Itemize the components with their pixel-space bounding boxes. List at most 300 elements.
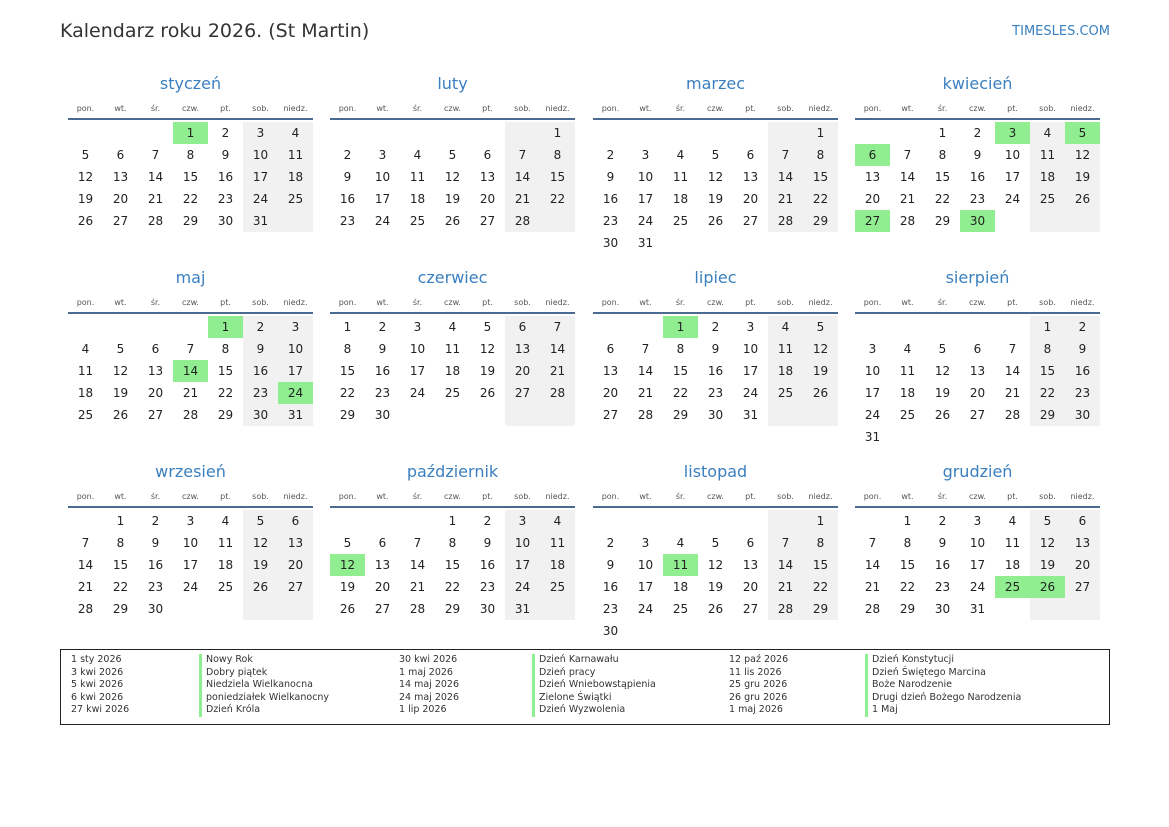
day-cell: 17 [182,558,199,572]
weekday-label: czw. [182,491,199,501]
day-cell: 29 [217,408,234,422]
day-cell: 6 [746,148,755,162]
day-cell: 13 [969,364,986,378]
day-cell: 2 [378,320,387,334]
day-cell: 30 [934,602,951,616]
holiday-date: 1 maj 2026 [729,704,783,716]
weekday-label: czw. [707,103,724,113]
day-cell: 14 [147,170,164,184]
empty-cell [505,404,540,426]
empty-cell [400,122,435,144]
weekday-label: pon. [76,103,95,113]
weekday-header [330,98,575,120]
weekday-label: pon. [338,491,357,501]
weekday-header [593,98,838,120]
day-cell: 26 [77,214,94,228]
holiday-names-column [532,654,656,717]
empty-cell [278,598,313,620]
day-cell: 6 [746,536,755,550]
day-cell: 6 [1065,510,1100,532]
day-cell: 6 [151,342,160,356]
weekday-label: czw. [969,491,986,501]
empty-cell [855,510,890,532]
weekday-label: niedz. [545,297,570,307]
day-cell: 10 [742,342,759,356]
holiday-date: 12 paź 2026 [729,654,789,665]
day-cell: 12 [934,364,951,378]
day-cell: 28 [899,214,916,228]
weekday-header [330,292,575,314]
day-cell: 13 [1065,532,1100,554]
day-cell: 27 [505,382,540,404]
day-cell: 7 [151,148,160,162]
day-cell: 26 [1065,188,1100,210]
day-cell: 21 [1004,386,1021,400]
day-cell: 19 [1065,166,1100,188]
day-cell: 1 [938,126,947,140]
day-cell: 29 [803,598,838,620]
empty-cell [628,316,663,338]
day-cell: 30 [707,408,724,422]
holiday-name: Drugi dzień Bożego Narodzenia [865,692,1021,705]
day-cell: 15 [803,554,838,576]
day-cell: 12 [479,342,496,356]
empty-cell [960,426,995,448]
weekday-label: wt. [114,103,127,113]
empty-cell [663,232,698,254]
day-cell: 22 [672,386,689,400]
holiday-name: Dzień Wyzwolenia [532,704,656,717]
day-cell: 20 [602,386,619,400]
day-cell: 13 [112,170,129,184]
day-cell: 28 [864,602,881,616]
holiday-date: 6 kwi 2026 [71,691,124,703]
day-cell: 3 [378,148,387,162]
day-cell: 26 [479,386,496,400]
day-cell: 4 [540,510,575,532]
day-cell: 17 [1004,170,1021,184]
weekday-label: wt. [901,103,914,113]
day-cell: 19 [112,386,129,400]
day-cell: 23 [707,386,724,400]
day-cell: 16 [602,580,619,594]
day-cell: 27 [479,214,496,228]
day-cell: 14 [1004,364,1021,378]
weekday-label: niedz. [1070,297,1095,307]
month-calendar [593,264,838,426]
day-cell: 14 [409,558,426,572]
day-cell: 2 [938,514,947,528]
empty-cell [768,404,803,426]
weekday-label: sob. [252,103,269,113]
weekday-label: wt. [901,491,914,501]
holiday-names-column [865,654,1021,717]
empty-cell [1030,210,1065,232]
day-cell: 28 [505,210,540,232]
weekday-label: śr. [675,103,686,113]
holiday-name: Dzień Króla [199,704,329,717]
month-calendar [593,70,838,254]
weekday-label: niedz. [283,491,308,501]
weekday-label: sob. [1039,297,1056,307]
weekday-header [593,292,838,314]
day-grid [68,122,313,232]
empty-cell [470,122,505,144]
day-cell: 9 [606,558,615,572]
empty-cell [698,122,733,144]
day-cell: 31 [969,602,986,616]
day-cell: 4 [768,316,803,338]
weekday-label: czw. [969,297,986,307]
empty-cell [365,510,400,532]
empty-cell [663,122,698,144]
day-cell: 15 [803,166,838,188]
empty-cell [698,232,733,254]
day-cell: 22 [444,580,461,594]
day-cell: 26 [243,576,278,598]
month-calendar [330,70,575,232]
day-grid [593,122,838,254]
day-cell: 2 [343,148,352,162]
day-cell: 23 [374,386,391,400]
day-cell: 12 [444,170,461,184]
day-grid [330,316,575,426]
day-cell: 26 [707,602,724,616]
day-cell: 1 [903,514,912,528]
weekday-label: czw. [182,103,199,113]
weekday-label: wt. [114,297,127,307]
month-name: styczeń [159,74,222,93]
empty-cell [663,620,698,642]
empty-cell [803,620,838,642]
day-cell: 18 [540,554,575,576]
day-cell: 24 [278,382,313,404]
weekday-label: śr. [937,103,948,113]
day-cell: 12 [77,170,94,184]
day-cell: 7 [81,536,90,550]
day-cell: 21 [77,580,94,594]
day-cell: 16 [934,558,951,572]
day-cell: 5 [243,510,278,532]
day-cell: 8 [803,144,838,166]
day-cell: 27 [374,602,391,616]
day-cell: 28 [768,598,803,620]
day-cell: 16 [147,558,164,572]
weekday-label: pt. [1007,103,1018,113]
day-cell: 16 [217,170,234,184]
day-cell: 27 [855,210,890,232]
empty-cell [925,316,960,338]
day-cell: 18 [409,192,426,206]
empty-cell [628,620,663,642]
empty-cell [540,598,575,620]
day-cell: 26 [1030,576,1065,598]
day-cell: 23 [479,580,496,594]
day-cell: 7 [540,316,575,338]
empty-cell [330,510,365,532]
day-cell: 25 [768,382,803,404]
day-cell: 30 [243,404,278,426]
day-cell: 10 [409,342,426,356]
day-cell: 17 [505,554,540,576]
day-cell: 30 [602,236,619,250]
day-cell: 16 [339,192,356,206]
day-cell: 5 [483,320,492,334]
month-name: listopad [683,462,748,481]
day-cell: 5 [938,342,947,356]
empty-cell [768,232,803,254]
day-cell: 24 [243,188,278,210]
day-cell: 2 [711,320,720,334]
day-cell: 15 [540,166,575,188]
day-cell: 25 [672,214,689,228]
day-cell: 17 [969,558,986,572]
empty-cell [698,620,733,642]
weekday-label: sob. [252,491,269,501]
weekday-header [68,98,313,120]
day-cell: 7 [1008,342,1017,356]
day-cell: 3 [243,122,278,144]
day-cell: 19 [77,192,94,206]
day-cell: 16 [243,360,278,382]
day-cell: 10 [243,144,278,166]
day-cell: 15 [217,364,234,378]
day-cell: 25 [540,576,575,598]
day-cell: 17 [864,386,881,400]
weekday-label: wt. [639,491,652,501]
day-cell: 5 [711,536,720,550]
weekday-label: pon. [338,103,357,113]
day-cell: 4 [413,148,422,162]
day-cell: 29 [899,602,916,616]
day-cell: 2 [243,316,278,338]
day-cell: 20 [147,386,164,400]
day-cell: 24 [742,386,759,400]
day-cell: 26 [803,382,838,404]
day-cell: 2 [1065,316,1100,338]
day-cell: 17 [243,166,278,188]
day-cell: 24 [182,580,199,594]
day-cell: 8 [938,148,947,162]
day-cell: 13 [864,170,881,184]
holiday-name: Zielone Świątki [532,692,656,705]
day-grid [855,316,1100,448]
day-cell: 4 [81,342,90,356]
day-cell: 6 [483,148,492,162]
day-cell: 31 [742,408,759,422]
day-cell: 3 [186,514,195,528]
empty-cell [995,426,1030,448]
day-cell: 11 [1004,536,1021,550]
day-cell: 20 [505,360,540,382]
day-cell: 1 [116,514,125,528]
day-cell: 19 [934,386,951,400]
empty-cell [803,404,838,426]
month-name: marzec [685,74,745,93]
weekday-label: sob. [514,297,531,307]
empty-cell [1065,426,1100,448]
day-cell: 10 [637,558,654,572]
day-cell: 7 [768,144,803,166]
empty-cell [733,620,768,642]
month-name: sierpień [945,268,1010,287]
holiday-date: 25 gru 2026 [729,679,788,691]
day-cell: 12 [243,532,278,554]
day-cell: 5 [116,342,125,356]
holiday-date: 30 kwi 2026 [399,654,458,665]
day-cell: 3 [868,342,877,356]
day-cell: 19 [444,192,461,206]
day-cell: 18 [672,580,689,594]
weekday-label: czw. [707,297,724,307]
day-cell: 18 [444,364,461,378]
day-cell: 19 [243,554,278,576]
day-cell: 13 [742,558,759,572]
empty-cell [698,510,733,532]
weekday-header [855,292,1100,314]
weekday-label: sob. [777,297,794,307]
weekday-label: śr. [150,297,161,307]
day-cell: 10 [182,536,199,550]
day-cell: 14 [77,558,94,572]
day-cell: 12 [707,170,724,184]
day-cell: 21 [768,576,803,598]
day-cell: 24 [864,408,881,422]
empty-cell [68,122,103,144]
weekday-label: wt. [639,103,652,113]
day-cell: 22 [803,576,838,598]
weekday-label: pon. [863,491,882,501]
weekday-label: śr. [150,103,161,113]
holiday-name: poniedziałek Wielkanocny [199,692,329,705]
day-cell: 12 [1065,144,1100,166]
day-cell: 12 [803,338,838,360]
day-cell: 26 [112,408,129,422]
weekday-label: wt. [639,297,652,307]
weekday-label: sob. [1039,103,1056,113]
weekday-label: czw. [969,103,986,113]
day-cell: 31 [243,210,278,232]
day-cell: 27 [112,214,129,228]
day-cell: 4 [221,514,230,528]
weekday-label: niedz. [808,103,833,113]
holiday-date: 5 kwi 2026 [71,679,124,691]
weekday-label: pt. [482,103,493,113]
day-cell: 18 [77,386,94,400]
day-cell: 8 [448,536,457,550]
empty-cell [995,598,1030,620]
day-cell: 28 [540,382,575,404]
day-cell: 25 [899,408,916,422]
site-link[interactable]: TIMESLES.COM [1012,24,1110,39]
empty-cell [540,210,575,232]
empty-cell [768,620,803,642]
day-cell: 21 [864,580,881,594]
day-grid [855,510,1100,620]
day-cell: 17 [374,192,391,206]
day-cell: 11 [663,554,698,576]
day-cell: 9 [973,148,982,162]
empty-cell [890,426,925,448]
day-cell: 22 [899,580,916,594]
empty-cell [1065,598,1100,620]
day-cell: 20 [479,192,496,206]
day-cell: 20 [1065,554,1100,576]
empty-cell [400,404,435,426]
day-cell: 1 [1030,316,1065,338]
empty-cell [733,232,768,254]
month-name: grudzień [942,462,1013,481]
holiday-dates-column [71,654,129,717]
empty-cell [803,232,838,254]
empty-cell [855,122,890,144]
day-cell: 10 [969,536,986,550]
day-cell: 20 [278,554,313,576]
day-grid [593,510,838,642]
day-cell: 6 [378,536,387,550]
weekday-label: wt. [114,491,127,501]
day-cell: 13 [742,170,759,184]
day-grid [68,316,313,426]
day-cell: 17 [742,364,759,378]
holiday-name: Nowy Rok [199,654,329,667]
day-cell: 8 [676,342,685,356]
weekday-label: pon. [601,491,620,501]
day-cell: 27 [147,408,164,422]
day-cell: 27 [969,408,986,422]
day-cell: 29 [112,602,129,616]
day-cell: 16 [374,364,391,378]
day-cell: 12 [330,554,365,576]
day-cell: 2 [606,536,615,550]
weekday-label: pt. [220,491,231,501]
weekday-label: pt. [745,297,756,307]
day-cell: 3 [995,122,1030,144]
day-cell: 4 [1008,514,1017,528]
day-cell: 13 [479,170,496,184]
empty-cell [505,122,540,144]
weekday-label: pt. [745,491,756,501]
day-cell: 27 [278,576,313,598]
day-cell: 19 [1030,554,1065,576]
weekday-label: śr. [150,491,161,501]
weekday-header [330,486,575,508]
day-cell: 29 [182,214,199,228]
day-cell: 15 [182,170,199,184]
day-cell: 19 [707,192,724,206]
empty-cell [173,316,208,338]
day-cell: 18 [768,360,803,382]
day-cell: 24 [969,580,986,594]
month-calendar [68,70,313,232]
day-cell: 16 [479,558,496,572]
day-cell: 9 [711,342,720,356]
day-cell: 4 [448,320,457,334]
weekday-label: wt. [901,297,914,307]
weekday-label: czw. [444,103,461,113]
day-cell: 28 [409,602,426,616]
weekday-label: pon. [601,297,620,307]
page-title: Kalendarz roku 2026. (St Martin) [60,20,370,42]
holiday-name: Niedziela Wielkanocna [199,679,329,692]
holiday-names-column [199,654,329,717]
day-cell: 15 [339,364,356,378]
day-cell: 17 [637,580,654,594]
month-name: maj [175,268,206,287]
day-cell: 29 [672,408,689,422]
empty-cell [138,316,173,338]
weekday-label: pt. [220,103,231,113]
